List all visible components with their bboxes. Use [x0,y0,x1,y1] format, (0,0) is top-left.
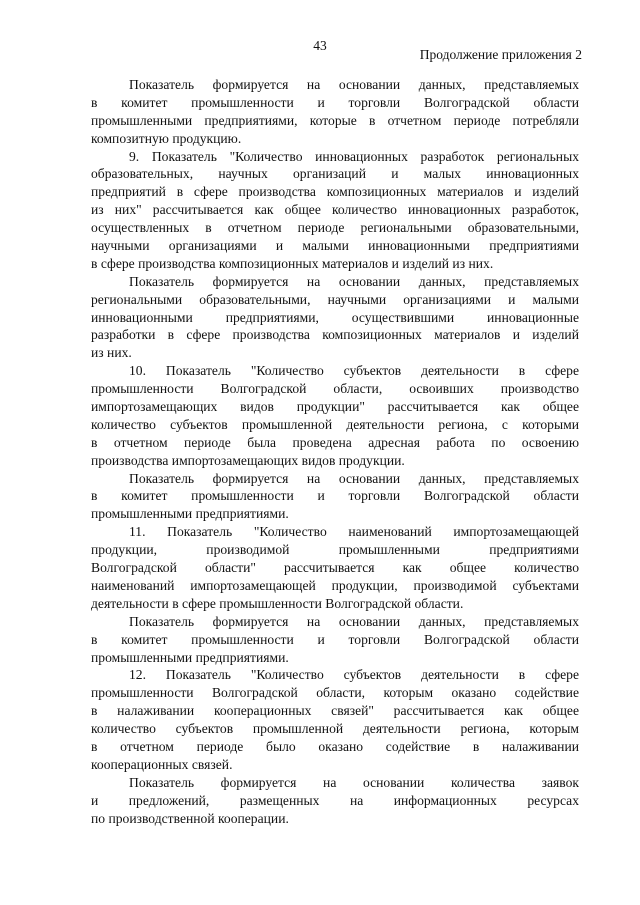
paragraph [91,613,579,667]
text-line: кооперационных связей. [91,756,233,772]
paragraph [91,148,579,273]
text-line: Показатель формируется на основании данных, представляемых [129,273,579,289]
text-line: промышленными предприятиями, которые в отчетном периоде потребляли [91,112,579,128]
text-line: продукции, производимой промышленными предприятиями [91,542,579,558]
text-line: по производственной кооперации. [91,810,289,826]
text-line: из них" рассчитывается как общее количество инновационных разработок, [91,202,579,218]
paragraph [91,362,579,469]
text-line: композитную продукцию. [91,130,242,146]
text-line: и предложений, размещенных на информационных ресурсах [91,792,579,808]
paragraph [91,470,579,524]
text-line: Показатель формируется на основании данных, представляемых [129,470,579,486]
continuation-note: Продолжение приложения 2 [419,47,582,62]
text-line: деятельности в сфере промышленности Волгоградской области. [91,595,464,611]
paragraph [91,523,579,612]
text-line: образовательных, научных организаций и малых инновационных [91,166,579,182]
document-body [91,76,579,827]
text-line: региональными образовательными, научными организациями и малыми [91,291,579,307]
text-line: импортозамещающих видов продукции" рассчитывается как общее [91,399,579,415]
paragraph [91,273,579,362]
text-line: промышленности Волгоградской области, освоивших производство [91,381,579,397]
text-line: в сфере производства композиционных материалов и изделий из них. [91,255,494,271]
text-line: в комитет промышленности и торговли Волгоградской области [91,631,579,647]
text-line: научными организациями и малыми инновационными предприятиями [91,238,579,254]
text-line: Показатель формируется на основании данных, представляемых [129,613,579,629]
paragraph [91,774,579,828]
text-line: предприятий в сфере производства композиционных материалов и изделий [91,184,579,200]
text-line: Показатель формируется на основании данных, представляемых [129,77,579,92]
text-line: количество субъектов промышленной деятельности региона, которым [91,721,579,737]
text-line: 12. Показатель "Количество субъектов деятельности в сфере [129,667,579,683]
text-line: промышленными предприятиями. [91,649,289,665]
text-line: промышленности Волгоградской области, которым оказано содействие [91,685,579,701]
text-line: количество субъектов промышленной деятельности региона, с которыми [91,416,579,432]
text-line: 9. Показатель "Количество инновационных разработок региональных [129,148,579,164]
text-line: наименований импортозамещающей продукции, производимой субъектами [91,577,579,593]
text-line: промышленными предприятиями. [91,506,289,522]
text-line: в налаживании кооперационных связей" рассчитывается как общее [91,703,579,719]
text-line: производства импортозамещающих видов продукции. [91,452,405,468]
text-line: в комитет промышленности и торговли Волгоградской области [91,488,579,504]
text-line: 10. Показатель "Количество субъектов деятельности в сфере [129,363,579,379]
page-number: 43 [313,38,327,53]
text-line: 11. Показатель "Количество наименований импортозамещающей [129,524,579,540]
text-line: Волгоградской области" рассчитывается как общее количество [91,560,579,576]
text-line: инновационными предприятиями, осуществившими инновационные [91,309,579,325]
text-line: осуществленных в отчетном периоде региональными образовательными, [91,220,579,236]
paragraph [91,76,579,148]
paragraph [91,666,579,773]
text-line: из них. [91,345,132,361]
text-line: в отчетном периоде было оказано содействие в налаживании [91,738,579,754]
text-line: Показатель формируется на основании количества заявок [129,774,579,790]
text-line: в отчетном периоде была проведена адресная работа по освоению [91,434,579,450]
text-line: разработки в сфере производства композиционных материалов и изделий [91,327,579,343]
text-line: в комитет промышленности и торговли Волгоградской области [91,94,579,110]
